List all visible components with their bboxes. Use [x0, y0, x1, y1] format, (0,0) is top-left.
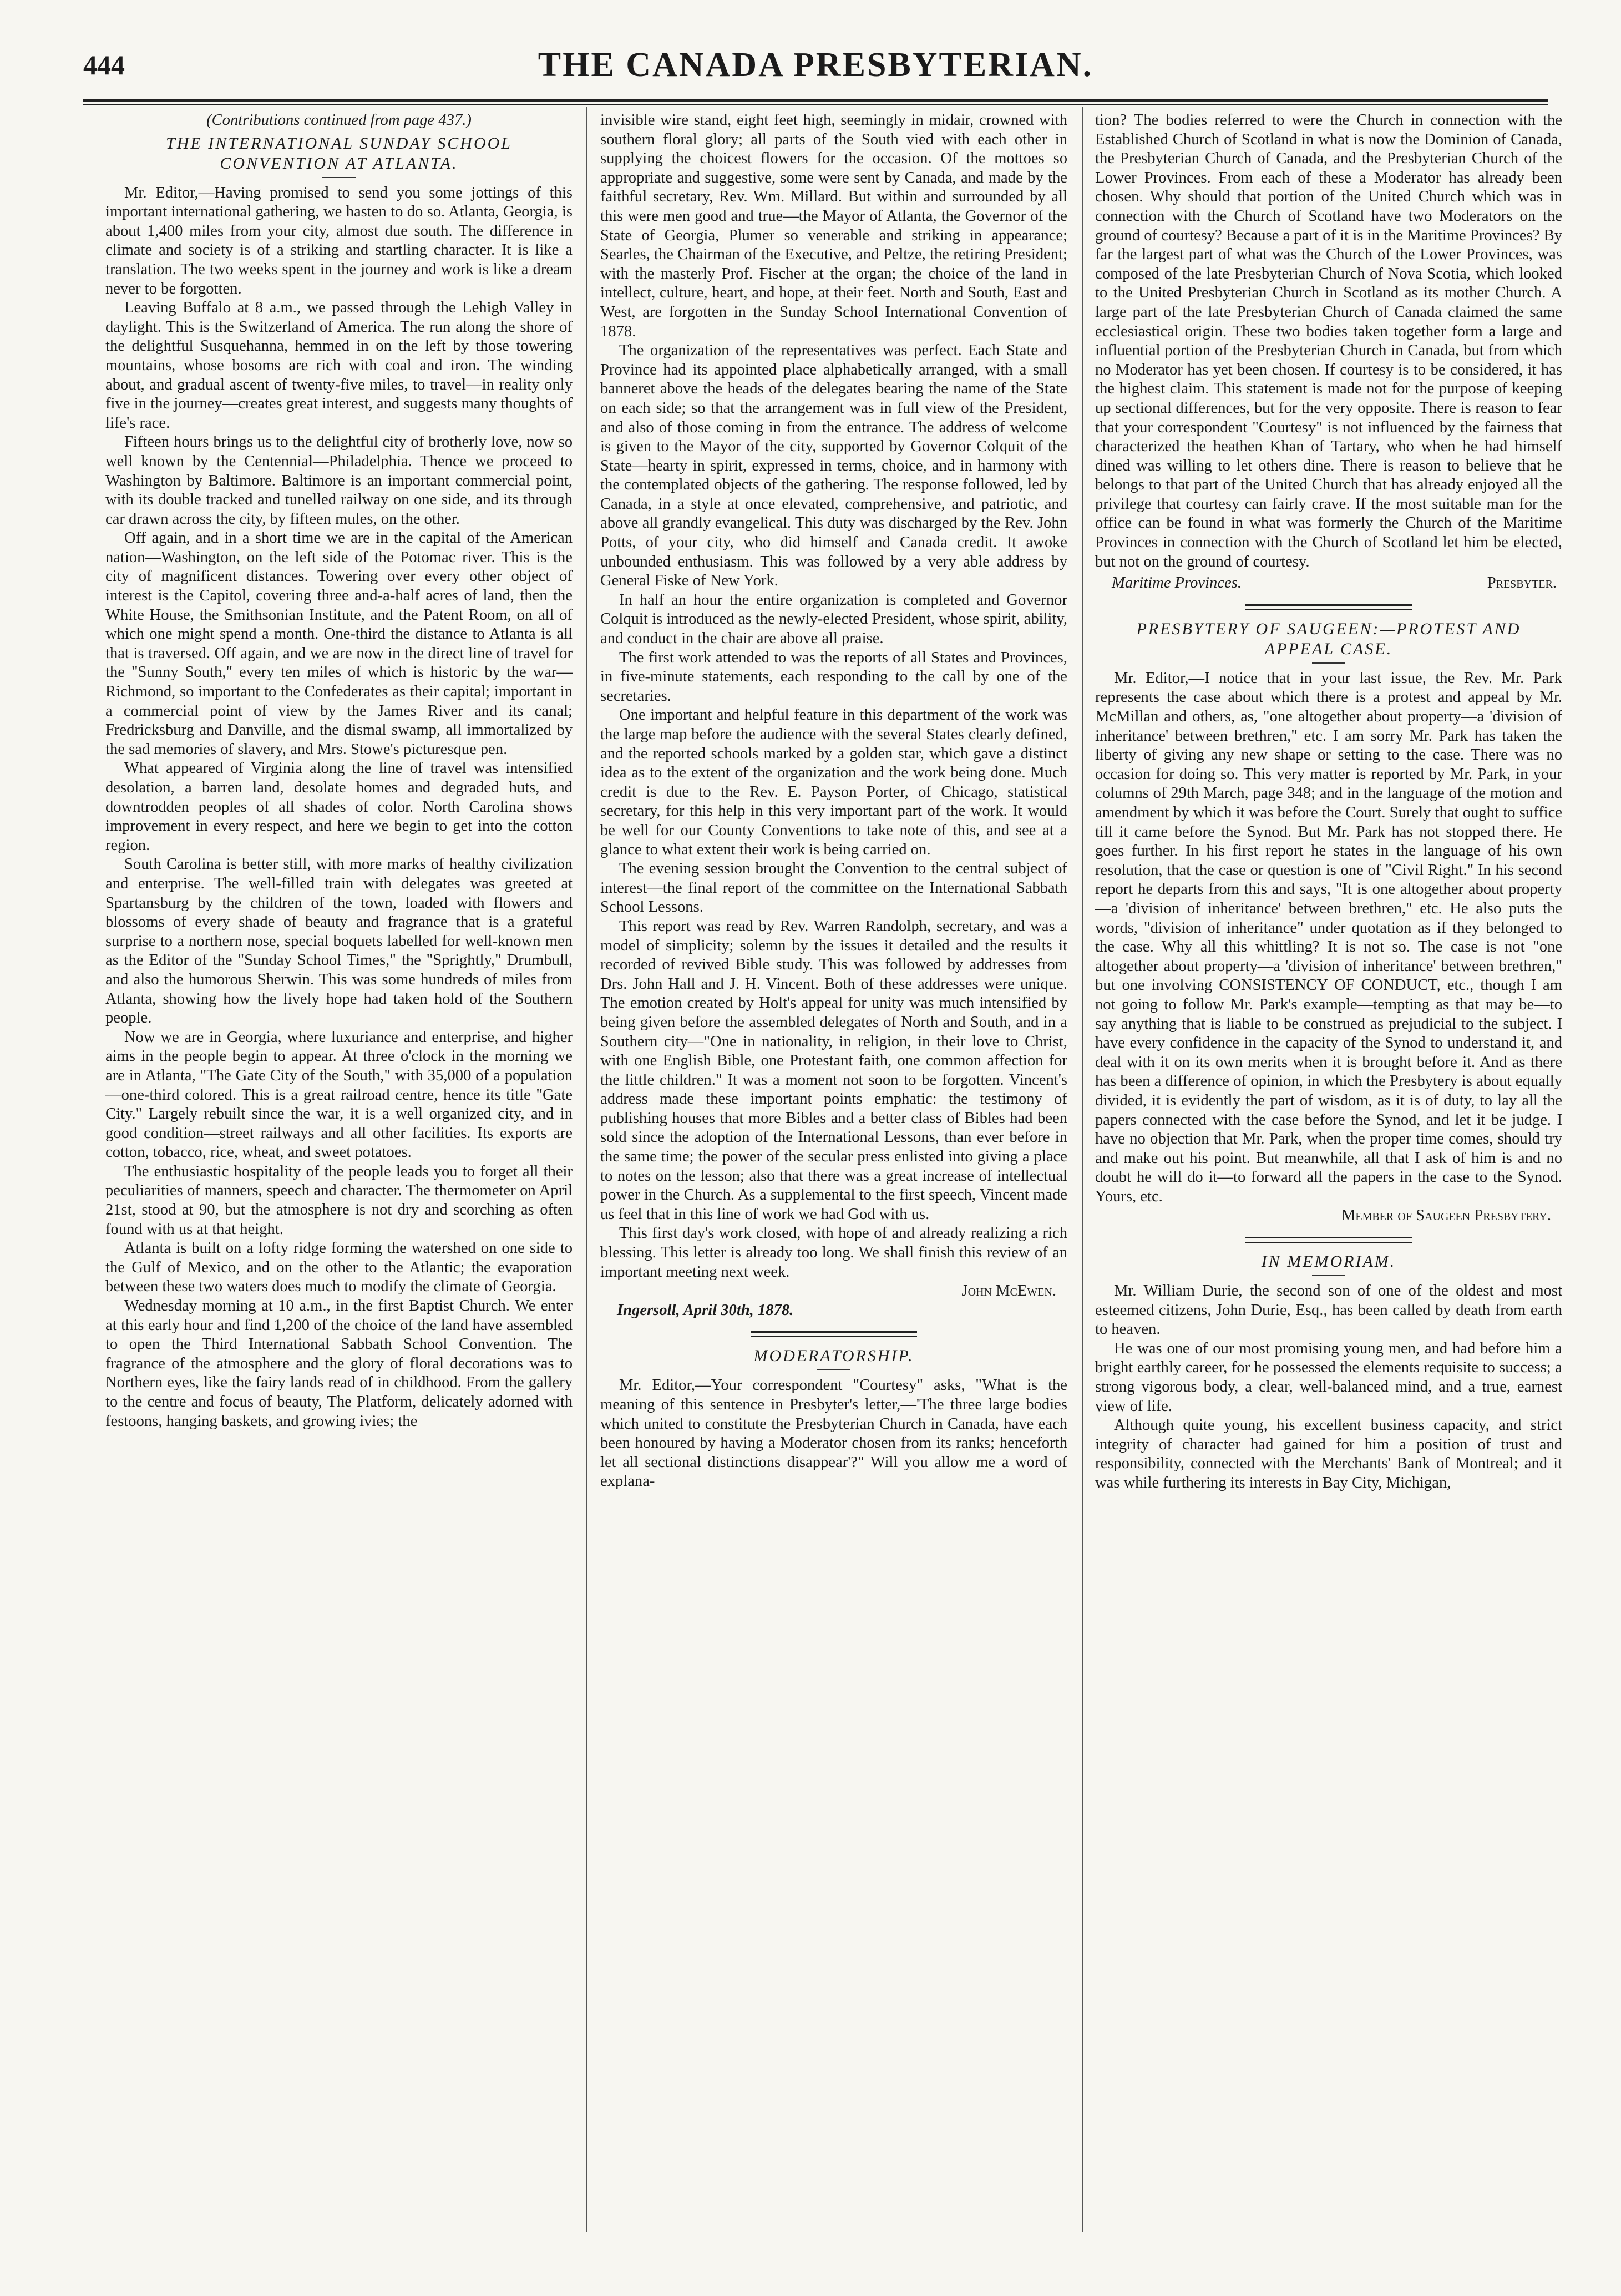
masthead [83, 39, 1548, 100]
paragraph: The first work attended to was the reports of all States and Provinces, in five-minute statements, each responding to the call by one of the secretaries. [600, 649, 1067, 705]
paragraph: Fifteen hours brings us to the delightful city of brotherly love, now so well known by the Centennial—Philadelphia. Thence we proceed to Washington by Baltimore. Baltimore is an important commercial point, with its double tracked and tunelled railway on one side, and its through car drawn across the city, by fifteen mules, on the other. [105, 433, 573, 528]
paragraph: invisible wire stand, eight feet high, seemingly in midair, crowned with southern floral glory; all parts of the South vied with each other in supplying the choicest flowers for the occasion. Of the mottoes so appropriate and suggestive, some were sent by Canada, and made by the faithful secretary, Rev. Wm. Millard. But within and surrounded by all this were men good and true—the Mayor of Atlanta, the Governor of the State of Georgia, Plumer so venerable and striking in appearance; Searles, the Chairman of the Executive, and Peltze, the retiring President; with the masterly Prof. Fischer at the organ; the choice of the land in intellect, culture, heart, and hope, at their feet. North and South, East and West, are forgotten in the Sunday School International Convention of 1878. [600, 112, 1067, 340]
article-heading: PRESBYTERY OF SAUGEEN:—PROTEST AND APPEAL CASE. [1136, 619, 1521, 658]
paragraph: tion? The bodies referred to were the Church in connection with the Established Church of Scotland in what is now the Dominion of Canada, the Presbyterian Church of Canada, and the Presbyterian Church of the Lower Provinces. From each of these a Moderator has already been chosen. Why should that portion of the United Church which was in connection with the Church of Scotland have two Moderators on the ground of courtesy? Because a part of it is in the Maritime Provinces? By far the largest part of what was the Church of the Lower Provinces, was composed of the late Presbyterian Church of Nova Scotia, which looked to the United Presbyterian Church in Scotland as its mother Church. A large part of the late Presbyterian Church of Canada claimed the same ecclesiastical origin. These two bodies taken together form a large and influential portion of the Presbyterian Church in Canada, but from which no Moderator has yet been chosen. If courtesy is to be considered, it has the highest claim. This statement is made not for the purpose of keeping up sectional differences, but for the very opposite. There is reason to fear that your correspondent "Courtesy" is not influenced by the fairness that characterized the heathen Khan of Tartary, who when he had himself dined was willing to let others dine. There is reason to believe that he belongs to that part of the United Church that has already enjoyed all the privilege that courtesy can fairly crave. If the most suitable man for the office can be found in what was formerly the Church of the Maritime Provinces in connection with the Church of Scotland let him be elected, but not on the ground of courtesy. [1095, 112, 1562, 570]
column-rule [586, 107, 587, 2232]
column-1 [105, 111, 573, 2231]
paragraph: The evening session brought the Convention to the central subject of interest—the final report of the committee on the International Sabbath School Lessons. [600, 860, 1067, 916]
paragraph: Mr. Editor,—Having promised to send you some jottings of this important international gathering, we hasten to do so. Atlanta, Georgia, is about 1,400 miles from your city, almost due south. The difference in climate and society is of a striking and startling character. It is like a translation. The two weeks spent in the journey and work is like a dream never to be forgotten. [105, 184, 573, 297]
header-rule-thin [83, 104, 1548, 105]
paragraph: Now we are in Georgia, where luxuriance and enterprise, and higher aims in the people begin to appear. At three o'clock in the morning we are in Atlanta, "The Gate City of the South," with 35,000 of a population—one-third colored. This is a great railroad centre, hence its title "Gate City." Largely rebuilt since the war, it is a well organized city, and in good condition—street railways and all other facilities. Its exports are cotton, tobacco, rice, wheat, and sweet potatoes. [105, 1028, 573, 1161]
paragraph: What appeared of Virginia along the line of travel was intensified desolation, a barren land, desolate homes and degraded huts, and downtrodden peoples of all shades of color. North Carolina shows improvement in every respect, and here we begin to get into the cotton region. [105, 760, 573, 854]
heading-rule [817, 1369, 850, 1370]
heading-rule [1312, 1275, 1345, 1276]
heading-rule [1312, 662, 1345, 664]
paragraph: South Carolina is better still, with more marks of healthy civilization and enterprise. The well-filled train with delegates was greeted at Spartansburg by the children of the town, loaded with flowers and blossoms of every shade of beauty and fragrance that is a grateful surprise to a northern nose, special boquets labelled for well-known men as the Editor of the "Sunday School Times," the "Sprightly," Drumbull, and also the humorous Sherwin. This was some hundreds of miles from Atlanta, showing how the lively hope had taken hold of the Southern people. [105, 856, 573, 1027]
column-3 [1095, 111, 1562, 2231]
author-signature: Member of Saugeen Presbytery. [1341, 1207, 1551, 1225]
paragraph: This first day's work closed, with hope of and already realizing a rich blessing. This letter is already too long. We shall finish this review of an important meeting next week. [600, 1225, 1067, 1281]
paragraph: He was one of our most promising young men, and had before him a bright earthly career, for he possessed the elements requisite to success; a strong vigorous body, a clear, well-balanced mind, and a true, earnest view of life. [1095, 1339, 1562, 1415]
section-separator [1245, 1237, 1412, 1243]
paragraph: The enthusiastic hospitality of the people leads you to forget all their peculiarities of manners, speech and character. The thermometer on April 21st, stood at 90, but the atmosphere is not dry and scorching as often found with us at that height. [105, 1162, 573, 1238]
paragraph: The organization of the representatives was perfect. Each State and Province had its appointed place alphabetically arranged, with a small banneret above the heads of the delegates bearing the name of the State on each side; so that the arrangement was in full view of the President, and also of those coming in from the entrance. The address of welcome is given to the Mayor of the city, supported by Governor Colquit of the State—hearty in spirit, expressed in terms, choice, and in harmony with the contemplated objects of the gathering. The response followed, led by Canada, in a style at once elevated, comprehensive, and patriotic, and above all grandly evangelical. This duty was discharged by the Rev. John Potts, of your city, who did himself and Canada credit. It awoke unbounded enthusiasm. This was followed by a very able address by General Fiske of New York. [600, 342, 1067, 590]
author-signature: John McEwen. [961, 1282, 1056, 1300]
paragraph: Wednesday morning at 10 a.m., in the first Baptist Church. We enter at this early hour and find 1,200 of the choice of the land have assembled to open the Third International Sabbath School Convention. The fragrance of the atmosphere and the glory of floral decorations was to Northern eyes, like the fairy lands read of in childhood. From the gallery to the centre and focus of beauty, The Platform, delicately adorned with festoons, hanging baskets, and growing ivies; the [105, 1297, 573, 1430]
paragraph: One important and helpful feature in this department of the work was the large map before the audience with the several States clearly defined, and the reported schools marked by a golden star, which gave a distinct idea as to the extent of the organization and the work being done. Much credit is due to the Rev. E. Payson Porter, of Chicago, statistical secretary, for this help in this very important part of the work. It would be well for our County Conventions to take note of this, and see at a glance to what extent their work is being carried on. [600, 706, 1067, 858]
article-heading: THE INTERNATIONAL SUNDAY SCHOOL CONVENTION AT ATLANTA. [166, 134, 512, 173]
article-heading: IN MEMORIAM. [1261, 1252, 1396, 1271]
dateline: Ingersoll, April 30th, 1878. [617, 1301, 794, 1319]
author-signature: Presbyter. [1487, 574, 1557, 592]
heading-rule [322, 177, 356, 178]
article-heading: MODERATORSHIP. [753, 1347, 914, 1366]
header-rule-thick [83, 99, 1548, 102]
paragraph: Mr. Editor,—Your correspondent "Courtesy" asks, "What is the meaning of this sentence in Presbyter's letter,—'The three large bodies which united to constitute the Presbyterian Church in Canada, have each been honoured by having a Moderator chosen from its ranks; henceforth let all sectional distinctions disappear'?" Will you allow me a word of explana- [600, 1377, 1067, 1490]
page-number: 444 [83, 49, 125, 80]
section-separator [1245, 604, 1412, 610]
paragraph: Mr. William Durie, the second son of one of the oldest and most esteemed citizens, John Durie, Esq., has been called by death from earth to heaven. [1095, 1282, 1562, 1338]
signature-place: Maritime Provinces. [1112, 574, 1242, 592]
paragraph: This report was read by Rev. Warren Randolph, secretary, and was a model of simplicity; solemn by the issues it detailed and the results it recorded of revived Bible study. This was followed by addresses from Drs. John Hall and J. H. Vincent. Both of these addresses were unique. The emotion created by Holt's appeal for unity was much intensified by being given before the assembled delegates of North and South, and in a Southern city—"One in nationality, in religion, in their love to Christ, with one English Bible, one Protestant faith, one common affection for the little children." It was a moment not soon to be forgotten. Vincent's address made these important points emphatic: the testimony of publishing houses that more Bibles and a better class of Bibles had been sold since the adoption of the International Lessons, than ever before in the same time; the power of the secular press enlisted into giving a place to notes on the lesson; also that there was a great increase of intellectual power in the Church. As a supplemental to the first speech, Vincent made us feel that in this line of work we had God with us. [600, 917, 1067, 1223]
signature-line [1095, 574, 1562, 593]
continued-note: (Contributions continued from page 437.) [206, 112, 472, 129]
paragraph: Atlanta is built on a lofty ridge forming the watershed on one side to the Gulf of Mexico, and on the other to the Atlantic; the evaporation between these two waters does much to modify the climate of Georgia. [105, 1240, 573, 1296]
paragraph: Off again, and in a short time we are in the capital of the American nation—Washington, on the left side of the Potomac river. This is the city of magnificent distances. Towering over every other object of interest is the Capitol, covering three and-a-half acres of land, then the White House, the Smithsonian Institute, and the Patent Room, on all of which one might spend a month. One-third the distance to Atlanta is all that is traversed. Off again, and we are now in the direct line of travel for the "Sunny South," every ten miles of which is historic by the war—Richmond, so important to the Confederates as their capital; important in a commercial point of view by the James River and its canal; Fredricksburg and Danville, and the dismal swamp, all immortalized by the sad memories of slavery, and Mrs. Stowe's picturesque pen. [105, 529, 573, 758]
paragraph: Although quite young, his excellent business capacity, and strict integrity of character had gained for him a position of trust and responsibility, connected with the Merchants' Bank of Montreal; and it was while furthering its interests in Bay City, Michigan, [1095, 1417, 1562, 1491]
column-rule [1082, 107, 1083, 2232]
paragraph: Leaving Buffalo at 8 a.m., we passed through the Lehigh Valley in daylight. This is the Switzerland of America. The run along the shore of the delightful Susquehanna, hemmed in on the left by those towering mountains, whose bosoms are rich with coal and iron. The winding about, and gradual ascent of twenty-five miles, to travel—in reality only five in the journey—creates great interest, and suggests many thoughts of life's race. [105, 299, 573, 432]
column-2 [600, 111, 1067, 2231]
section-separator [751, 1331, 917, 1337]
paragraph: In half an hour the entire organization is completed and Governor Colquit is introduced as the newly-elected President, whose spirit, ability, and conduct in the chair are above all praise. [600, 591, 1067, 648]
paragraph: Mr. Editor,—I notice that in your last issue, the Rev. Mr. Park represents the case about which there is a protest and appeal by Mr. McMillan and others, as, "one altogether about property—a 'division of inheritance' between brethren," etc. I am sorry Mr. Park has taken the liberty of giving any new shape or setting to the case. There was no occasion for doing so. This very matter is reported by Mr. Park, in your columns of 29th March, page 348; and in the language of the motion and amendment by which it was before the Court. Surely that ought to suffice till it came before the Synod. But Mr. Park has not stopped there. He goes further. In his first report he states in the language of his own resolution, that the case or question is one of "Civil Right." In his second report he departs from this and says, "It is one altogether about property—a 'division of inheritance' between brethren," etc. He also puts the words, "division of inheritance" under quotation as if they belonged to the case. Why all this whittling? It is not so. The case is not "one altogether about property—a 'division of inheritance' between brethren," but one involving CONSISTENCY OF CONDUCT, etc., though I am not going to follow Mr. Park's example—tempting as that may be—to say anything that is liable to be construed as prejudicial to the subject. I have every confidence in the capacity of the Synod to understand it, and deal with it on its own merits when it is brought before it. And as there has been a difference of opinion, in which the Presbytery is about equally divided, it is evidently the part of wisdom, as it is of duty, to lay all the papers connected with the case before the Synod, and let it be judge. I have no objection that Mr. Park, when the proper time comes, should try and make out his point. But meanwhile, all that I ask of him is and no doubt he will do it—to forward all the papers in the case to the Synod. Yours, etc. [1095, 669, 1562, 1205]
newspaper-title: THE CANADA PRESBYTERIAN. [538, 46, 1093, 84]
